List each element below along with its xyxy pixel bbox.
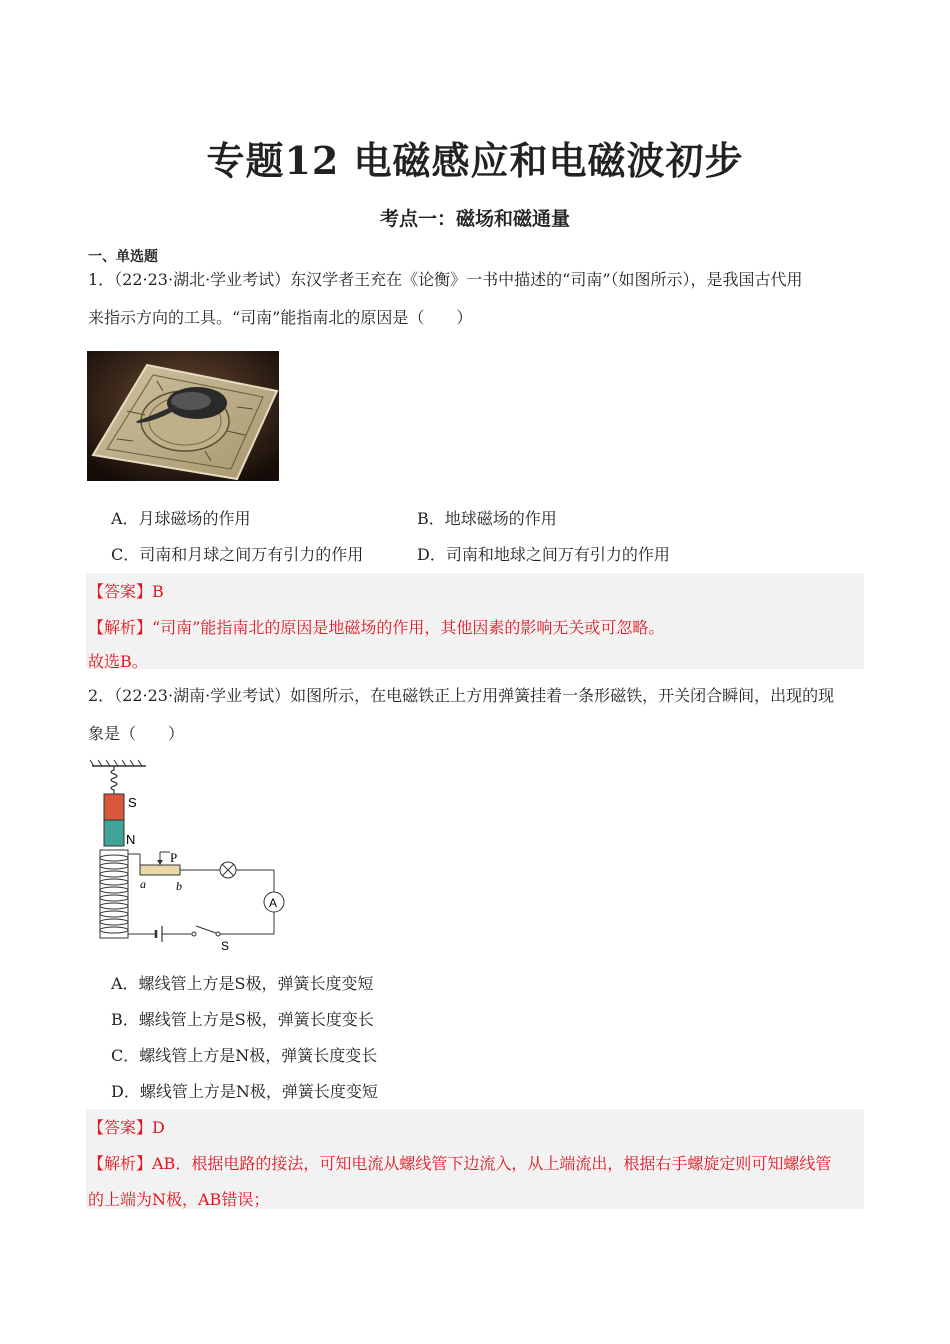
switch-label: S <box>221 939 230 953</box>
sinan-compass-icon <box>87 351 279 481</box>
q1-stem-line2: 来指示方向的工具。“司南”能指南北的原因是（ ） <box>88 308 473 327</box>
q1-option-a: A．月球磁场的作用 <box>111 509 251 528</box>
q2-answer-box <box>86 1109 864 1209</box>
electromagnet-circuit-diagram <box>86 758 286 954</box>
q2-analysis-line2: 的上端为N极，AB错误； <box>88 1190 270 1209</box>
q2-stem-line2: 象是（ ） <box>88 724 185 743</box>
q1-answer: 【答案】B <box>88 582 164 601</box>
q1-stem-line1: 1．（22·23·湖北·学业考试）东汉学者王充在《论衡》一书中描述的“司南”（如图所示），是我国古代用 <box>88 270 803 289</box>
q1-option-b: B．地球磁场的作用 <box>417 509 557 528</box>
circuit-figure <box>86 758 286 954</box>
topic-subtitle: 考点一：磁场和磁通量 <box>379 208 570 230</box>
rheostat-a-label: a <box>140 877 146 891</box>
q1-analysis-line2: 故选B。 <box>88 652 148 671</box>
q2-analysis-line1: 【解析】AB．根据电路的接法，可知电流从螺线管下边流入，从上端流出，根据右手螺旋定则可知螺线管 <box>88 1154 832 1173</box>
rheostat-b-label: b <box>176 879 182 893</box>
q2-answer: 【答案】D <box>88 1118 165 1137</box>
q2-option-a: A．螺线管上方是S极，弹簧长度变短 <box>111 974 374 993</box>
q1-answer-box <box>86 573 864 669</box>
q1-option-c: C．司南和月球之间万有引力的作用 <box>111 545 364 564</box>
magnet-n-label: N <box>126 832 136 847</box>
q2-option-b: B．螺线管上方是S极，弹簧长度变长 <box>111 1010 374 1029</box>
q2-option-d: D．螺线管上方是N极，弹簧长度变短 <box>111 1082 378 1101</box>
section-heading: 一、单选题 <box>88 249 158 265</box>
q1-analysis-line1: 【解析】“司南”能指南北的原因是地磁场的作用，其他因素的影响无关或可忽略。 <box>88 618 665 637</box>
q2-stem-line1: 2．（22·23·湖南·学业考试）如图所示，在电磁铁正上方用弹簧挂着一条形磁铁，开关闭合瞬间，出现的现 <box>88 686 835 705</box>
q2-option-c: C．螺线管上方是N极，弹簧长度变长 <box>111 1046 378 1065</box>
ammeter-label: A <box>269 896 278 910</box>
magnet-s-label: S <box>128 795 137 810</box>
sinan-compass-image <box>87 351 279 481</box>
q1-option-d: D．司南和地球之间万有引力的作用 <box>417 545 670 564</box>
page-title: 专题12 电磁感应和电磁波初步 <box>206 138 744 183</box>
rheostat-p-label: P <box>170 850 178 865</box>
